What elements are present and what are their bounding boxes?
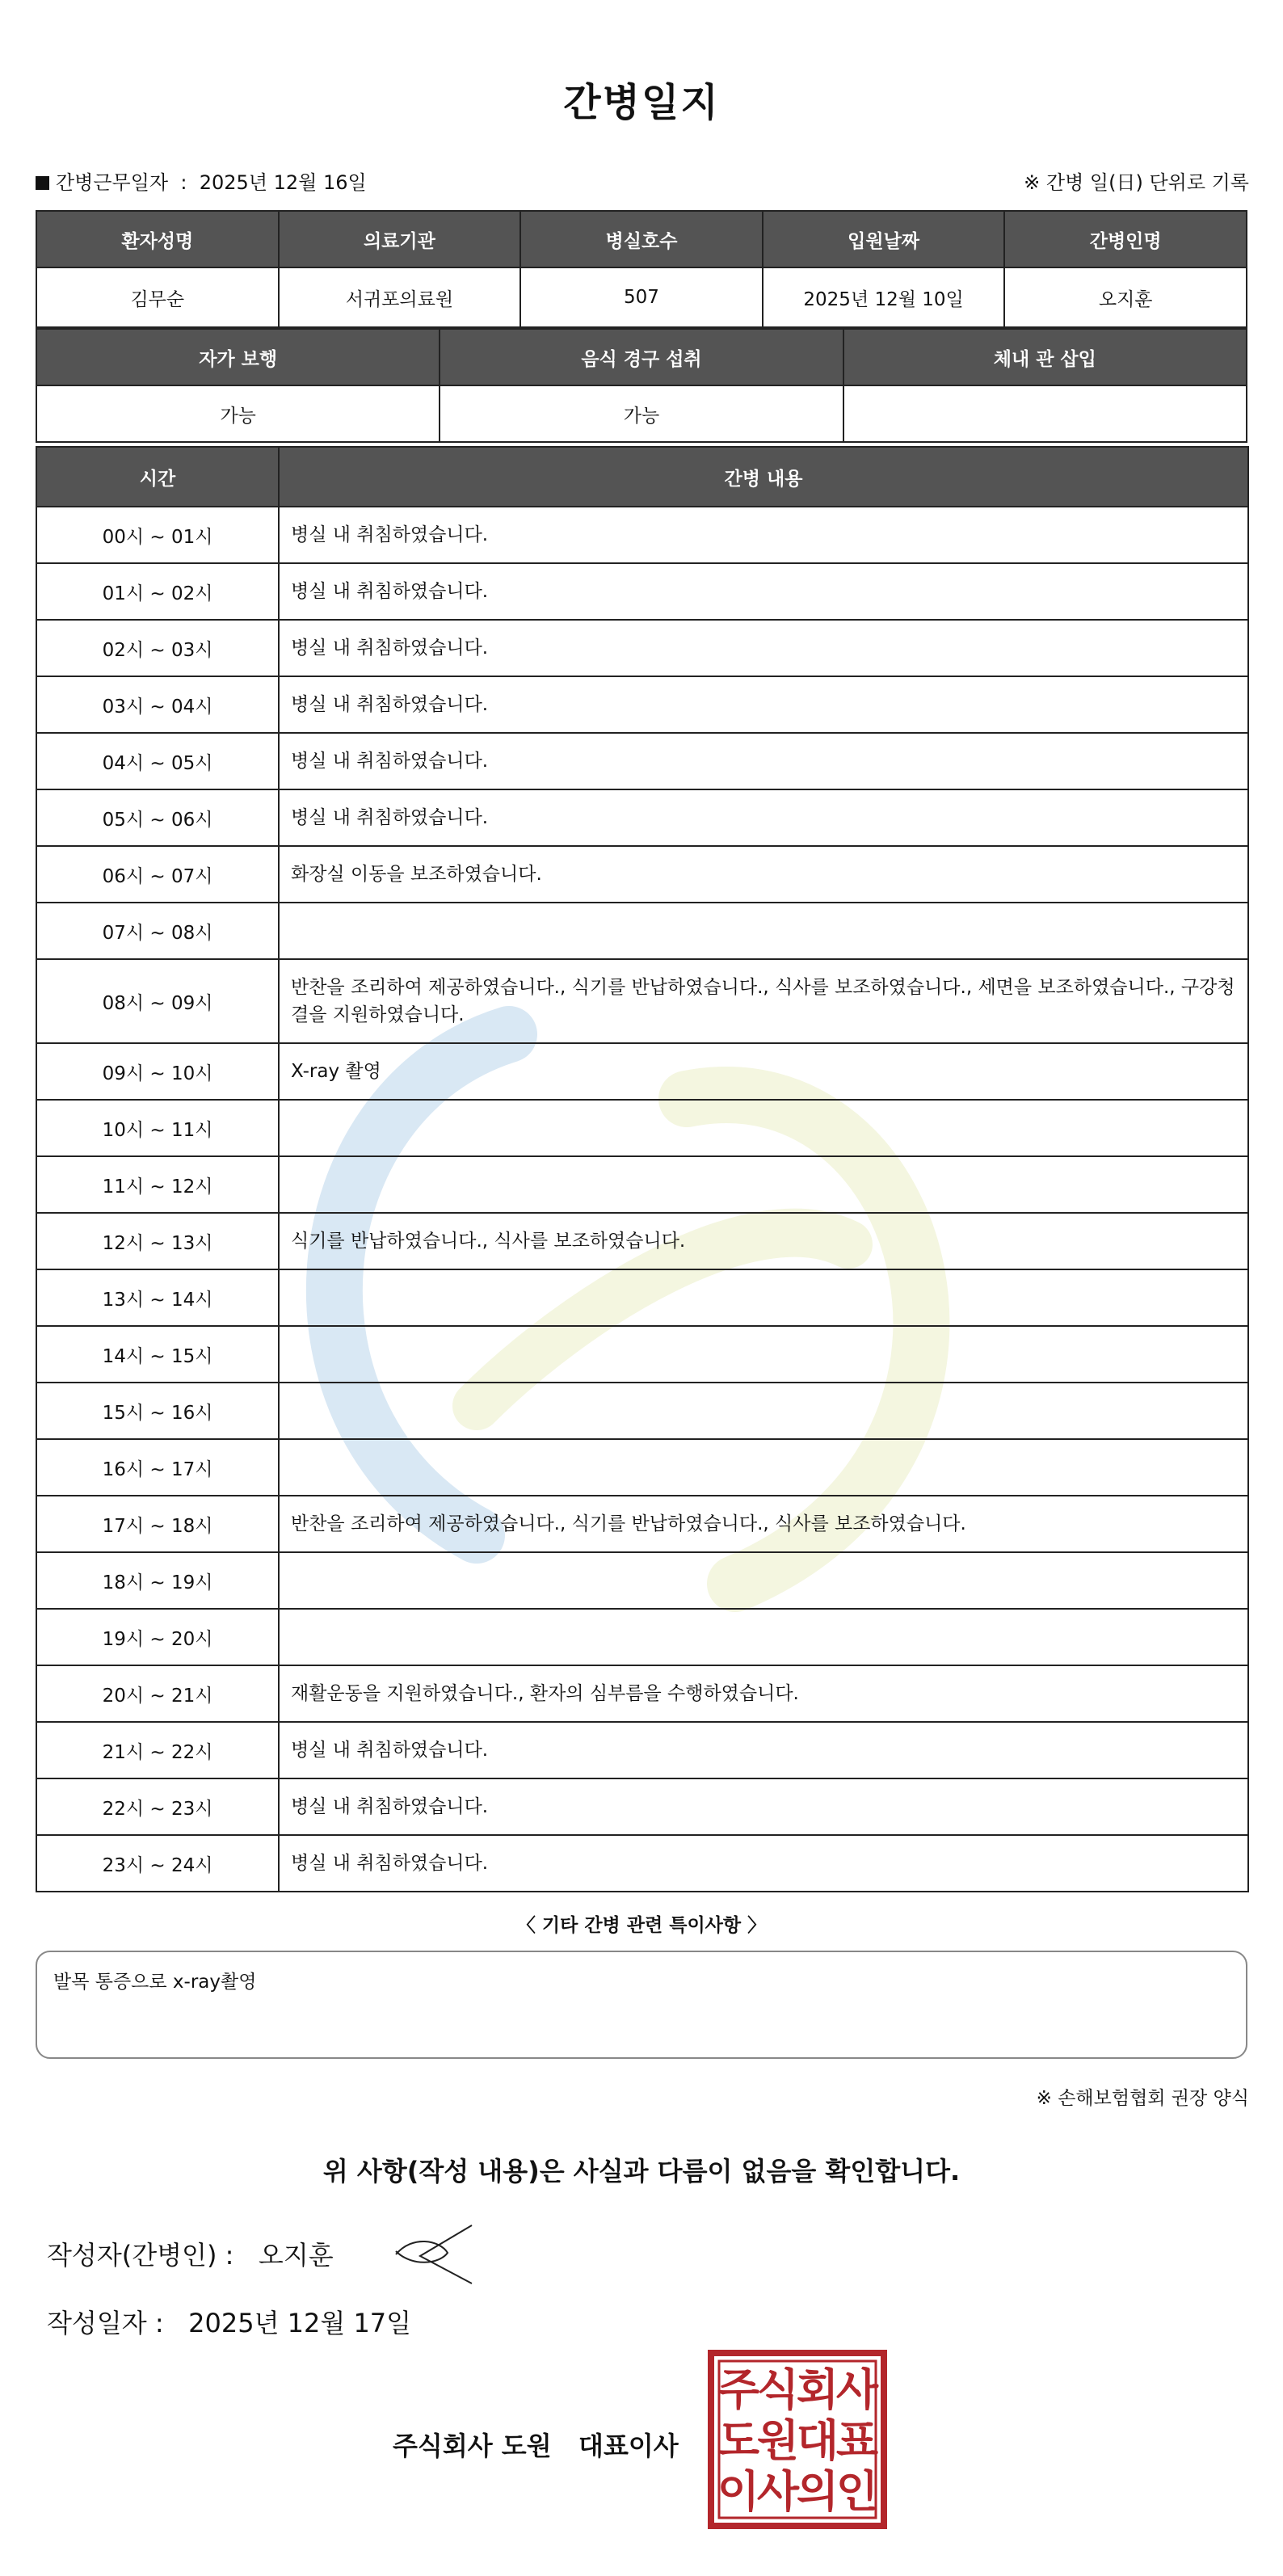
seal-glyph: 식 bbox=[756, 2364, 800, 2415]
header-care-content: 간병 내용 bbox=[279, 447, 1248, 507]
header-admission-date: 입원날짜 bbox=[763, 211, 1005, 267]
time-cell: 16시 ~ 17시 bbox=[36, 1439, 279, 1496]
special-notes-text: 발목 통증으로 x-ray촬영 bbox=[53, 1972, 257, 1993]
written-date-line bbox=[47, 2303, 411, 2340]
care-content-cell bbox=[279, 1326, 1248, 1383]
table-row bbox=[36, 1439, 1248, 1496]
special-notes-heading: 〈 기타 간병 관련 특이사항 〉 bbox=[516, 1915, 767, 1936]
time-cell: 14시 ~ 15시 bbox=[36, 1326, 279, 1383]
hospital-name: 서귀포의료원 bbox=[279, 267, 521, 327]
tube-insertion-value bbox=[843, 385, 1247, 442]
time-cell: 08시 ~ 09시 bbox=[36, 959, 279, 1043]
care-content-cell: 병실 내 취침하였습니다. bbox=[279, 507, 1248, 563]
seal-glyph: 표 bbox=[835, 2415, 879, 2466]
seal-glyph: 의 bbox=[796, 2466, 839, 2517]
table-row bbox=[36, 620, 1248, 676]
table-row bbox=[36, 1835, 1248, 1892]
table-row bbox=[36, 1043, 1248, 1100]
page-title: 간병일지 bbox=[563, 80, 720, 125]
time-cell: 17시 ~ 18시 bbox=[36, 1496, 279, 1552]
schedule-body bbox=[36, 507, 1248, 1892]
signature-icon bbox=[393, 2222, 482, 2287]
care-content-cell: 병실 내 취침하였습니다. bbox=[279, 1778, 1248, 1835]
company-seal-stamp bbox=[706, 2348, 889, 2531]
header-hospital: 의료기관 bbox=[279, 211, 521, 267]
care-content-cell: 병실 내 취침하였습니다. bbox=[279, 1722, 1248, 1778]
written-date-value: 2025년 12월 17일 bbox=[188, 2308, 412, 2338]
table-row bbox=[36, 1778, 1248, 1835]
time-cell: 22시 ~ 23시 bbox=[36, 1778, 279, 1835]
time-cell: 00시 ~ 01시 bbox=[36, 507, 279, 563]
care-content-cell: 병실 내 취침하였습니다. bbox=[279, 789, 1248, 846]
time-cell: 13시 ~ 14시 bbox=[36, 1269, 279, 1326]
seal-glyph: 사 bbox=[835, 2364, 879, 2415]
table-row bbox=[36, 676, 1248, 733]
table-row bbox=[36, 733, 1248, 789]
time-cell: 20시 ~ 21시 bbox=[36, 1665, 279, 1722]
work-date-label: 간병근무일자 bbox=[56, 171, 169, 194]
work-date-separator: : bbox=[180, 171, 187, 194]
care-content-cell: 재활운동을 지원하였습니다., 환자의 심부름을 수행하였습니다. bbox=[279, 1665, 1248, 1722]
care-content-cell: 병실 내 취침하였습니다. bbox=[279, 676, 1248, 733]
seal-glyph: 원 bbox=[756, 2415, 800, 2466]
time-cell: 04시 ~ 05시 bbox=[36, 733, 279, 789]
special-notes-box bbox=[36, 1951, 1247, 2059]
unit-note: ※ 간병 일(日) 단위로 기록 bbox=[1024, 171, 1249, 194]
care-content-cell: 병실 내 취침하였습니다. bbox=[279, 563, 1248, 620]
time-cell: 01시 ~ 02시 bbox=[36, 563, 279, 620]
patient-status-table bbox=[36, 328, 1247, 443]
table-row bbox=[36, 846, 1248, 903]
seal-glyph: 인 bbox=[835, 2466, 879, 2517]
writer-label: 작성자(간병인) : bbox=[47, 2240, 234, 2271]
care-schedule-table bbox=[36, 446, 1249, 1892]
recommend-note: ※ 손해보험협회 권장 양식 bbox=[1036, 2088, 1249, 2109]
table-row bbox=[36, 1383, 1248, 1439]
care-content-cell bbox=[279, 1156, 1248, 1213]
care-content-cell: X-ray 촬영 bbox=[279, 1043, 1248, 1100]
time-cell: 05시 ~ 06시 bbox=[36, 789, 279, 846]
seal-glyph: 대 bbox=[796, 2415, 839, 2466]
table-row bbox=[36, 959, 1248, 1043]
table-row bbox=[36, 1552, 1248, 1609]
time-cell: 02시 ~ 03시 bbox=[36, 620, 279, 676]
header-patient-name: 환자성명 bbox=[36, 211, 279, 267]
care-content-cell bbox=[279, 1609, 1248, 1665]
table-row bbox=[36, 1722, 1248, 1778]
seal-glyph: 이 bbox=[717, 2466, 760, 2517]
seal-glyph: 도 bbox=[717, 2415, 760, 2466]
table-row bbox=[36, 1100, 1248, 1156]
header-time: 시간 bbox=[36, 447, 279, 507]
table-row bbox=[36, 1269, 1248, 1326]
care-content-cell bbox=[279, 1100, 1248, 1156]
work-date-line bbox=[36, 166, 367, 195]
header-room-number: 병실호수 bbox=[520, 211, 763, 267]
time-cell: 06시 ~ 07시 bbox=[36, 846, 279, 903]
header-caregiver-name: 간병인명 bbox=[1004, 211, 1247, 267]
company-line bbox=[393, 2426, 679, 2463]
patient-name: 김무순 bbox=[36, 267, 279, 327]
care-content-cell: 반찬을 조리하여 제공하였습니다., 식기를 반납하였습니다., 식사를 보조하였습니다. bbox=[279, 1496, 1248, 1552]
table-row bbox=[36, 1213, 1248, 1269]
time-cell: 10시 ~ 11시 bbox=[36, 1100, 279, 1156]
table-row bbox=[36, 1496, 1248, 1552]
table-row bbox=[36, 1326, 1248, 1383]
written-date-label: 작성일자 : bbox=[47, 2308, 164, 2338]
confirmation-statement: 위 사항(작성 내용)은 사실과 다름이 없음을 확인합니다. bbox=[322, 2156, 961, 2187]
header-self-walking: 자가 보행 bbox=[36, 329, 440, 385]
time-cell: 23시 ~ 24시 bbox=[36, 1835, 279, 1892]
table-row bbox=[36, 507, 1248, 563]
care-content-cell: 병실 내 취침하였습니다. bbox=[279, 733, 1248, 789]
writer-name: 오지훈 bbox=[258, 2240, 334, 2271]
writer-line bbox=[47, 2235, 334, 2272]
care-content-cell: 병실 내 취침하였습니다. bbox=[279, 1835, 1248, 1892]
company-name: 주식회사 도원 bbox=[393, 2431, 552, 2461]
table-row bbox=[36, 1609, 1248, 1665]
care-content-cell bbox=[279, 1439, 1248, 1496]
seal-glyph: 회 bbox=[796, 2364, 839, 2415]
seal-glyph: 사 bbox=[756, 2466, 800, 2517]
time-cell: 07시 ~ 08시 bbox=[36, 903, 279, 959]
room-number: 507 bbox=[520, 267, 763, 327]
time-cell: 15시 ~ 16시 bbox=[36, 1383, 279, 1439]
company-title: 대표이사 bbox=[578, 2431, 679, 2461]
care-content-cell: 식기를 반납하였습니다., 식사를 보조하였습니다. bbox=[279, 1213, 1248, 1269]
time-cell: 11시 ~ 12시 bbox=[36, 1156, 279, 1213]
oral-intake-value: 가능 bbox=[440, 385, 843, 442]
time-cell: 21시 ~ 22시 bbox=[36, 1722, 279, 1778]
table-row bbox=[36, 903, 1248, 959]
table-row bbox=[36, 789, 1248, 846]
patient-info-table bbox=[36, 210, 1247, 328]
seal-glyph: 주 bbox=[717, 2364, 760, 2415]
header-oral-intake: 음식 경구 섭취 bbox=[440, 329, 843, 385]
time-cell: 18시 ~ 19시 bbox=[36, 1552, 279, 1609]
care-content-cell bbox=[279, 1383, 1248, 1439]
care-content-cell bbox=[279, 903, 1248, 959]
table-row bbox=[36, 1665, 1248, 1722]
care-content-cell bbox=[279, 1269, 1248, 1326]
work-date-value: 2025년 12월 16일 bbox=[199, 171, 367, 194]
time-cell: 19시 ~ 20시 bbox=[36, 1609, 279, 1665]
care-content-cell bbox=[279, 1552, 1248, 1609]
self-walking-value: 가능 bbox=[36, 385, 440, 442]
table-row bbox=[36, 1156, 1248, 1213]
square-bullet-icon bbox=[36, 176, 49, 190]
table-row bbox=[36, 563, 1248, 620]
care-content-cell: 반찬을 조리하여 제공하였습니다., 식기를 반납하였습니다., 식사를 보조하였습니다., 세면을 보조하였습니다., 구강청결을 지원하였습니다. bbox=[279, 959, 1248, 1043]
time-cell: 03시 ~ 04시 bbox=[36, 676, 279, 733]
header-tube-insertion: 체내 관 삽입 bbox=[843, 329, 1247, 385]
time-cell: 09시 ~ 10시 bbox=[36, 1043, 279, 1100]
care-content-cell: 화장실 이동을 보조하였습니다. bbox=[279, 846, 1248, 903]
care-content-cell: 병실 내 취침하였습니다. bbox=[279, 620, 1248, 676]
time-cell: 12시 ~ 13시 bbox=[36, 1213, 279, 1269]
admission-date: 2025년 12월 10일 bbox=[763, 267, 1005, 327]
caregiver-name: 오지훈 bbox=[1004, 267, 1247, 327]
